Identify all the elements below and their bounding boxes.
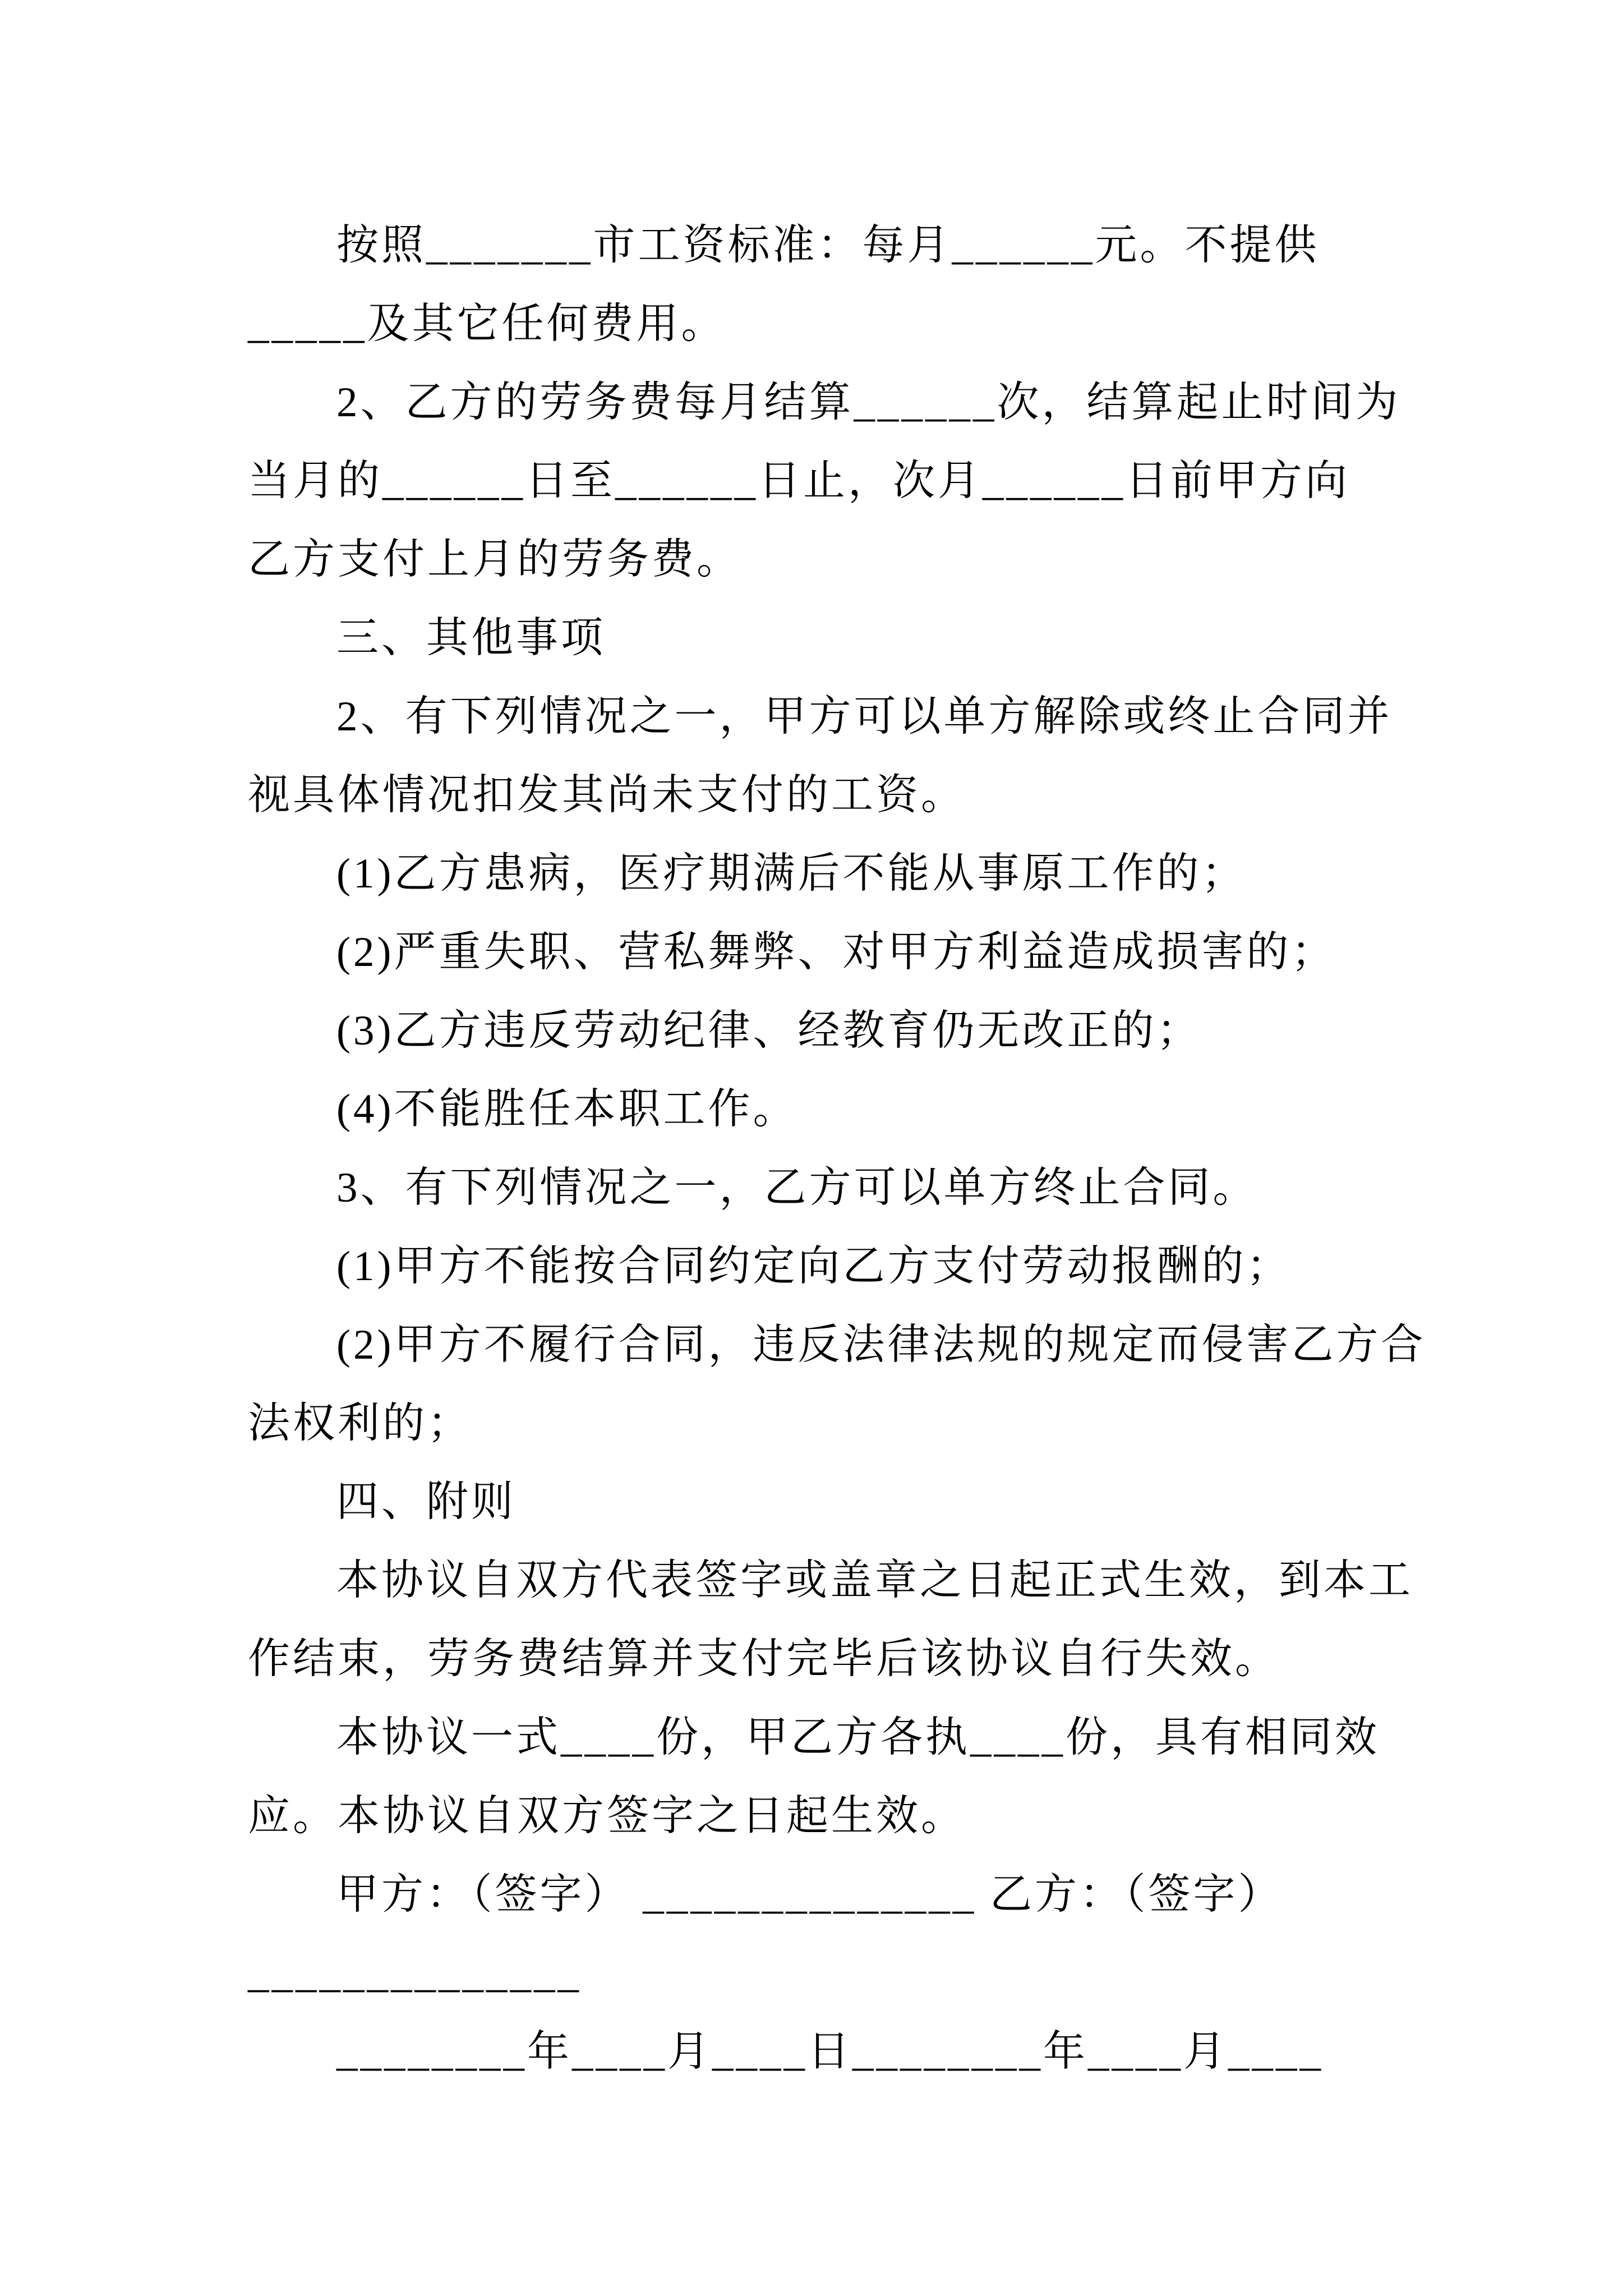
document-line: 应。本协议自双方签字之日起生效。 [248,1793,966,1839]
signature-underline: ______________ [248,1950,582,1996]
document-line: (2)甲方不履行合同，违反法律法规的规定而侵害乙方合 [336,1322,1426,1368]
document-line: 本协议自双方代表签字或盖章之日起正式生效，到本工 [336,1557,1414,1604]
document-line: 3、有下列情况之一，乙方可以单方终止合同。 [336,1165,1258,1211]
document-line: (3)乙方违反劳动纪律、经教育仍无改正的； [336,1007,1202,1054]
document-line: 乙方支付上月的劳务费。 [248,536,742,583]
section-heading-other-matters: 三、其他事项 [336,615,606,661]
document-line: 法权利的； [248,1400,473,1447]
document-line: 作结束，劳务费结算并支付完毕后该协议自行失效。 [248,1636,1280,1682]
document-body [248,206,1426,2091]
document-line: 本协议一式____份，甲乙方各执____份，具有相同效 [336,1714,1380,1761]
document-line: 2、乙方的劳务费每月结算______次，结算起止时间为 [336,379,1401,426]
document-line: 2、有下列情况之一，甲方可以单方解除或终止合同并 [336,693,1393,740]
document-line: 当月的______日至______日止，次月______日前甲方向 [248,458,1350,504]
date-line: ________年____月____日________年____月____ [336,2028,1324,2075]
document-line: (2)严重失职、营私舞弊、对甲方利益造成损害的； [336,929,1336,976]
document-line: (1)甲方不能按合同约定向乙方支付劳动报酬的； [336,1243,1292,1290]
document-line: 按照_______市工资标准：每月______元。不提供 [336,222,1320,269]
document-line: 视具体情况扣发其尚未支付的工资。 [248,772,966,818]
section-heading-supplementary: 四、附则 [336,1479,517,1525]
document-line: (1)乙方患病，医疗期满后不能从事原工作的； [336,850,1247,897]
document-line: (4)不能胜任本职工作。 [336,1086,798,1133]
document-line: _____及其它任何费用。 [248,301,726,347]
signature-line: 甲方：（签字） ______________ 乙方：（签字） [336,1871,1283,1918]
